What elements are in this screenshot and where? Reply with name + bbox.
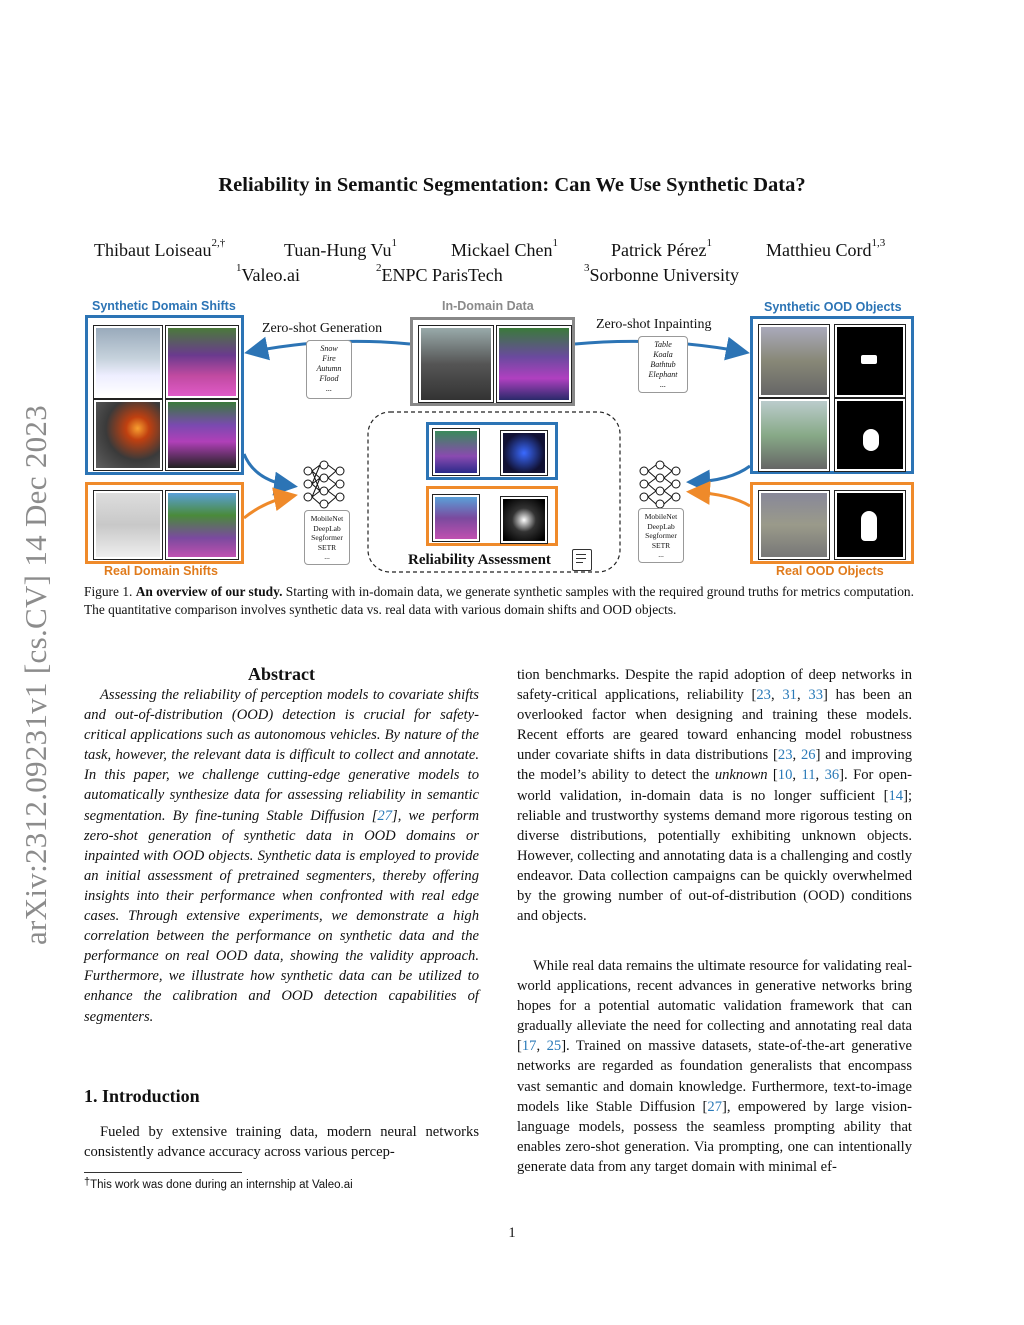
author-2: Tuan-Hung Vu$^1$	[284, 237, 397, 260]
snow-segmentation-map	[166, 326, 238, 398]
prompt-fire: Fire	[322, 354, 336, 363]
section-heading-introduction: 1. Introduction	[84, 1086, 200, 1106]
fire-scene-image	[94, 400, 162, 470]
prompt-autumn: Autumn	[316, 364, 342, 373]
model-mobilenet: MobileNet	[644, 512, 678, 521]
abstract-body: Assessing the reliability of perception models to covariate shifts and out-of-distribution (OOD) detection is crucial for safety-critical applications such as autonomous vehicles. By nature of the task, however, the relevant data is difficult to collect and annotate. In this paper, we challenge cutting-edge generative models to automatically synthesize data for assessing reliability in semantic segmentation. By fine-tuning Stable Diffusion [27], we perform zero-shot generation of synthetic data in OOD domains or inpainted with OOD objects. Synthetic data is employed to provide an initial assessment of pretrained segmenters, thereby offering insights into their performance when confronted with real edge cases. Through extensive experiments, we demonstrate a high correlation between the performance on synthetic data and the performance on real OOD data, showing the validity approach. Furthermore, we illustrate how synthetic data can be utilized to enhance the calibration and OOD detection capabilities of segmenters.	[84, 687, 479, 1025]
prompt-koala: Koala	[653, 350, 673, 359]
page-number: 1	[508, 1225, 516, 1241]
model-mobilenet: MobileNet	[310, 514, 344, 523]
label-zero-shot-inpainting: Zero-shot Inpainting	[596, 317, 712, 332]
real-snow-segmentation-map	[166, 491, 238, 559]
model-more: ...	[324, 552, 330, 561]
prompt-more-ood: ...	[660, 380, 666, 389]
abstract-title: Abstract	[248, 664, 315, 684]
table-inpainted-image	[759, 325, 829, 397]
author-5: Matthieu Cord$^{1,3}$	[766, 237, 886, 260]
right-column-paragraph-1: tion benchmarks. Despite the rapid adoption of deep networks in safety-critical applications, reliability [23, 31, 33] has been an overlooked factor when designing and training these models. Recent efforts are geared toward enhancing model robustness under covariate shifts in data distributions [23, 26] and improving the model’s ability to detect the unknown [10, 11, 36]. For open-world validation, in-domain data is no longer sufficient [14]; reliable and trustworthy systems demand more rigorous testing on diverse distributions, potentially exhibiting unknown objects. However, collecting and annotating data is a challenging and costly endeavor. Data collection campaigns can be quickly overwhelmed by the growing number of out-of-distribution (OOD) conditions and objects.	[517, 667, 913, 925]
author-4: Patrick Pérez$^1$	[611, 237, 712, 260]
real-snow-image	[94, 491, 162, 559]
prompt-elephant: Elephant	[648, 370, 678, 379]
koala-ood-mask	[835, 399, 905, 471]
label-zero-shot-generation: Zero-shot Generation	[262, 321, 383, 336]
real-prediction-tile	[433, 495, 479, 541]
label-in-domain-data: In-Domain Data	[442, 299, 534, 313]
real-ood-objects-panel	[750, 482, 914, 564]
synthetic-domain-shifts-panel	[85, 315, 244, 475]
fire-segmentation-map	[166, 400, 238, 470]
koala-inpainted-image	[759, 399, 829, 471]
prompt-bathtub: Bathtub	[650, 360, 676, 369]
in-domain-image	[419, 326, 493, 402]
author-3: Mickael Chen$^1$	[451, 237, 558, 260]
model-segformer: Segformer	[311, 533, 343, 542]
affiliation-3: $^3$Sorbonne University	[584, 262, 739, 285]
prompt-snow: Snow	[320, 344, 338, 353]
footnote-rule	[84, 1172, 242, 1173]
paper-title: Reliability in Semantic Segmentation: Can We Use Synthetic Data?	[218, 174, 806, 196]
model-more: ...	[658, 550, 664, 559]
inpainting-prompts-list	[638, 336, 688, 393]
footnote: †This work was done during an internship at Valeo.ai	[84, 1176, 353, 1191]
synthetic-ood-objects-panel	[750, 316, 914, 474]
affiliation-1: $^1$Valeo.ai	[236, 262, 300, 285]
model-setr: SETR	[651, 540, 671, 550]
goose-image	[759, 491, 829, 559]
right-column-paragraph-2: While real data remains the ultimate resource for validating real-world applications, recent advances in generative networks bring hopes for a potential automatic validation framework that can gradually alleviate the need for collecting and annotating real data [17, 25]. Trained on massive datasets, state-of-the-art generative networks are regarded as foundation generalists that encompass vast semantic and domain knowledge. Furthermore, text-to-image models like Stable Diffusion [27], empowered by large vision-language models, possess the seamless prompting ability that enables zero-shot generation. Via prompting, one can intentionally generate data from any target domain with minimal ef-	[517, 958, 913, 1175]
reliability-assessment-label: Reliability Assessment	[408, 552, 551, 568]
arxiv-stamp: arXiv:2312.09231v1 [cs.CV] 14 Dec 2023	[18, 404, 53, 945]
prompt-table: Table	[654, 340, 672, 349]
affiliation-2: $^2$ENPC ParisTech	[376, 262, 503, 285]
snow-scene-image	[94, 326, 162, 398]
real-results-stack	[426, 486, 558, 546]
caption-text: Starting with in-domain data, we generate synthetic samples with the required ground truths for metrics computation. The quantitative comparison involves synthetic data vs. real data with various domain shifts and OOD objects.	[84, 584, 914, 617]
goose-ood-mask	[835, 491, 905, 559]
label-synthetic-domain-shifts: Synthetic Domain Shifts	[92, 299, 236, 313]
figure-caption	[84, 583, 914, 618]
label-synthetic-ood-objects: Synthetic OOD Objects	[764, 300, 902, 314]
figure-1	[80, 296, 920, 581]
models-list-left	[304, 510, 350, 565]
author-1: Thibaut Loiseau$^{2,\dagger}$	[94, 237, 226, 260]
model-setr: SETR	[317, 542, 337, 552]
synthetic-results-stack	[426, 422, 558, 480]
models-list-right	[638, 508, 684, 563]
label-real-ood-objects: Real OOD Objects	[776, 564, 884, 578]
prompt-flood: Flood	[319, 374, 339, 383]
table-ood-mask	[835, 325, 905, 397]
report-icon	[572, 549, 592, 571]
caption-bold: An overview of our study.	[135, 584, 283, 599]
introduction-paragraph: Fueled by extensive training data, modern neural networks consistently advance accuracy across various percep-	[84, 1124, 479, 1161]
real-uncertainty-tile	[501, 497, 547, 543]
model-deeplab: DeepLab	[313, 523, 341, 533]
caption-label: Figure 1.	[84, 584, 133, 599]
synthetic-uncertainty-tile	[501, 431, 547, 475]
generation-prompts-list	[306, 340, 352, 399]
synthetic-prediction-tile	[433, 429, 479, 475]
in-domain-data-panel	[410, 317, 575, 406]
prompt-more: ...	[326, 384, 332, 393]
model-segformer: Segformer	[645, 531, 677, 540]
model-deeplab: DeepLab	[647, 521, 675, 531]
real-domain-shifts-panel	[85, 482, 244, 564]
label-real-domain-shifts: Real Domain Shifts	[104, 564, 218, 578]
in-domain-segmentation-map	[497, 326, 571, 402]
